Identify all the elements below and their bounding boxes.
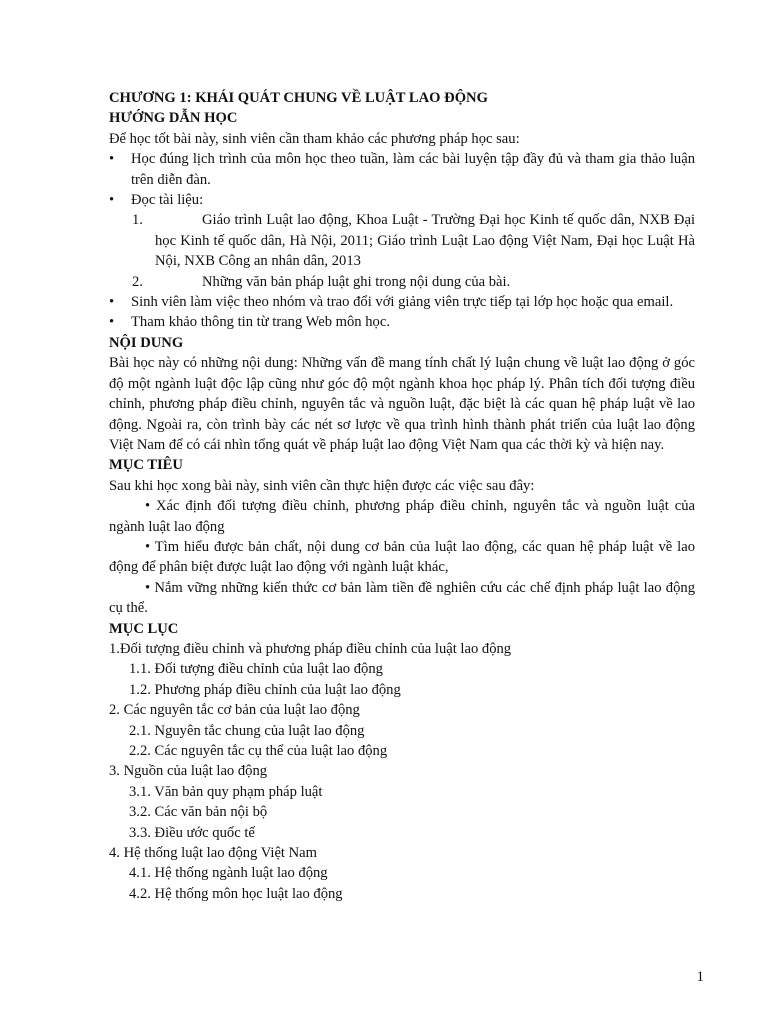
- document-page: [109, 88, 695, 904]
- objective-item: • Nắm vững những kiến thức cơ bản làm tiền đề nghiên cứu các chế định pháp luật lao động cụ thể.: [109, 579, 695, 617]
- toc-subsection: 2.1. Nguyên tắc chung của luật lao động: [129, 722, 365, 739]
- bullet-dot: •: [109, 314, 115, 331]
- guide-bullet-4-text: Tham khảo thông tin từ trang Web môn học.: [131, 314, 390, 331]
- toc-section: 3. Nguồn của luật lao động: [109, 763, 268, 780]
- toc-section: 4. Hệ thống luật lao động Việt Nam: [109, 845, 317, 862]
- guide-bullet-2-text: Đọc tài liệu:: [131, 192, 204, 209]
- guide-bullet-1: [109, 149, 695, 190]
- toc-heading: MỤC LỤC: [109, 620, 179, 637]
- chapter-title: CHƯƠNG 1: KHÁI QUÁT CHUNG VỀ LUẬT LAO ĐỘNG: [109, 90, 488, 106]
- document-item-2: [109, 272, 695, 292]
- content-heading: NỘI DUNG: [109, 334, 184, 351]
- toc-subsection: 4.1. Hệ thống ngành luật lao động: [129, 865, 328, 882]
- document-item-1: [109, 210, 695, 271]
- toc-subsection: 4.2. Hệ thống môn học luật lao động: [129, 885, 343, 902]
- toc-subsection: 3.3. Điều ước quốc tế: [129, 824, 255, 841]
- guide-bullet-2: [109, 190, 695, 210]
- toc-subsection: 3.1. Văn bản quy phạm pháp luật: [129, 783, 323, 800]
- document-item-2-number: 2.: [132, 273, 143, 290]
- toc-subsection: 3.2. Các văn bản nội bộ: [129, 804, 268, 821]
- content-paragraph: Bài học này có những nội dung: Những vấn đề mang tính chất lý luận chung về luật lao động ở góc độ một ngành luật độc lập cũng như góc độ một ngành khoa học pháp lý. Phân tích đối tượng điều chỉnh, phương pháp điều chỉnh, nguyên tắc và nguồn luật, đặc biệt là các quan hệ pháp luật về lao động. Ngoài ra, còn trình bày các nét sơ lược về qua trình hình thành phát triển của luật lao động Việt Nam để có cái nhìn tổng quát về pháp luật lao động Việt Nam qua các thời kỳ và hiện nay.: [109, 355, 695, 453]
- objective-item: • Xác định đối tượng điều chỉnh, phương pháp điều chỉnh, nguyên tắc và nguồn luật của ngành luật lao động: [109, 498, 695, 535]
- toc-section: 2. Các nguyên tắc cơ bản của luật lao động: [109, 702, 360, 719]
- bullet-dot: •: [109, 192, 115, 209]
- toc-subsection: 2.2. Các nguyên tắc cụ thể của luật lao động: [129, 743, 388, 759]
- toc-section: 1.Đối tượng điều chỉnh và phương pháp điều chỉnh của luật lao động: [109, 640, 512, 657]
- guide-bullet-3-text: Sinh viên làm việc theo nhóm và trao đổi với giảng viên trực tiếp tại lớp học hoặc qua email.: [131, 294, 674, 311]
- toc-subsection: 1.2. Phương pháp điều chỉnh của luật lao động: [129, 681, 401, 698]
- objective-item: • Tìm hiểu được bản chất, nội dung cơ bản của luật lao động, các quan hệ pháp luật về lao động để phân biệt được luật lao động với ngành luật khác,: [109, 538, 695, 576]
- bullet-dot: •: [109, 151, 115, 168]
- page-number: 1: [696, 969, 704, 985]
- guide-bullet-1-text: Học đúng lịch trình của môn học theo tuần, làm các bài luyện tập đầy đủ và tham gia thảo luận trên diễn đàn.: [131, 151, 695, 188]
- guide-bullet-4: [109, 312, 695, 332]
- document-item-2-text: Những văn bản pháp luật ghi trong nội dung của bài.: [202, 273, 511, 290]
- toc-subsection: 1.1. Đối tượng điều chỉnh của luật lao động: [129, 661, 383, 678]
- guide-heading: HƯỚNG DẪN HỌC: [109, 110, 238, 127]
- guide-intro: Để học tốt bài này, sinh viên cần tham khảo các phương pháp học sau:: [109, 130, 520, 147]
- document-item-1-text: Giáo trình Luật lao động, Khoa Luật - Trường Đại học Kinh tế quốc dân, NXB Đại học Kinh tế quốc dân, Hà Nội, 2011; Giáo trình Luật Lao động Việt Nam, Đại học Luật Hà Nội, NXB Công an nhân dân, 2013: [155, 212, 695, 270]
- bullet-dot: •: [109, 294, 115, 311]
- objectives-heading: MỤC TIÊU: [109, 457, 183, 474]
- document-item-1-number: 1.: [132, 212, 143, 229]
- objectives-intro: Sau khi học xong bài này, sinh viên cần thực hiện được các việc sau đây:: [109, 477, 535, 494]
- guide-bullet-3: [109, 292, 695, 312]
